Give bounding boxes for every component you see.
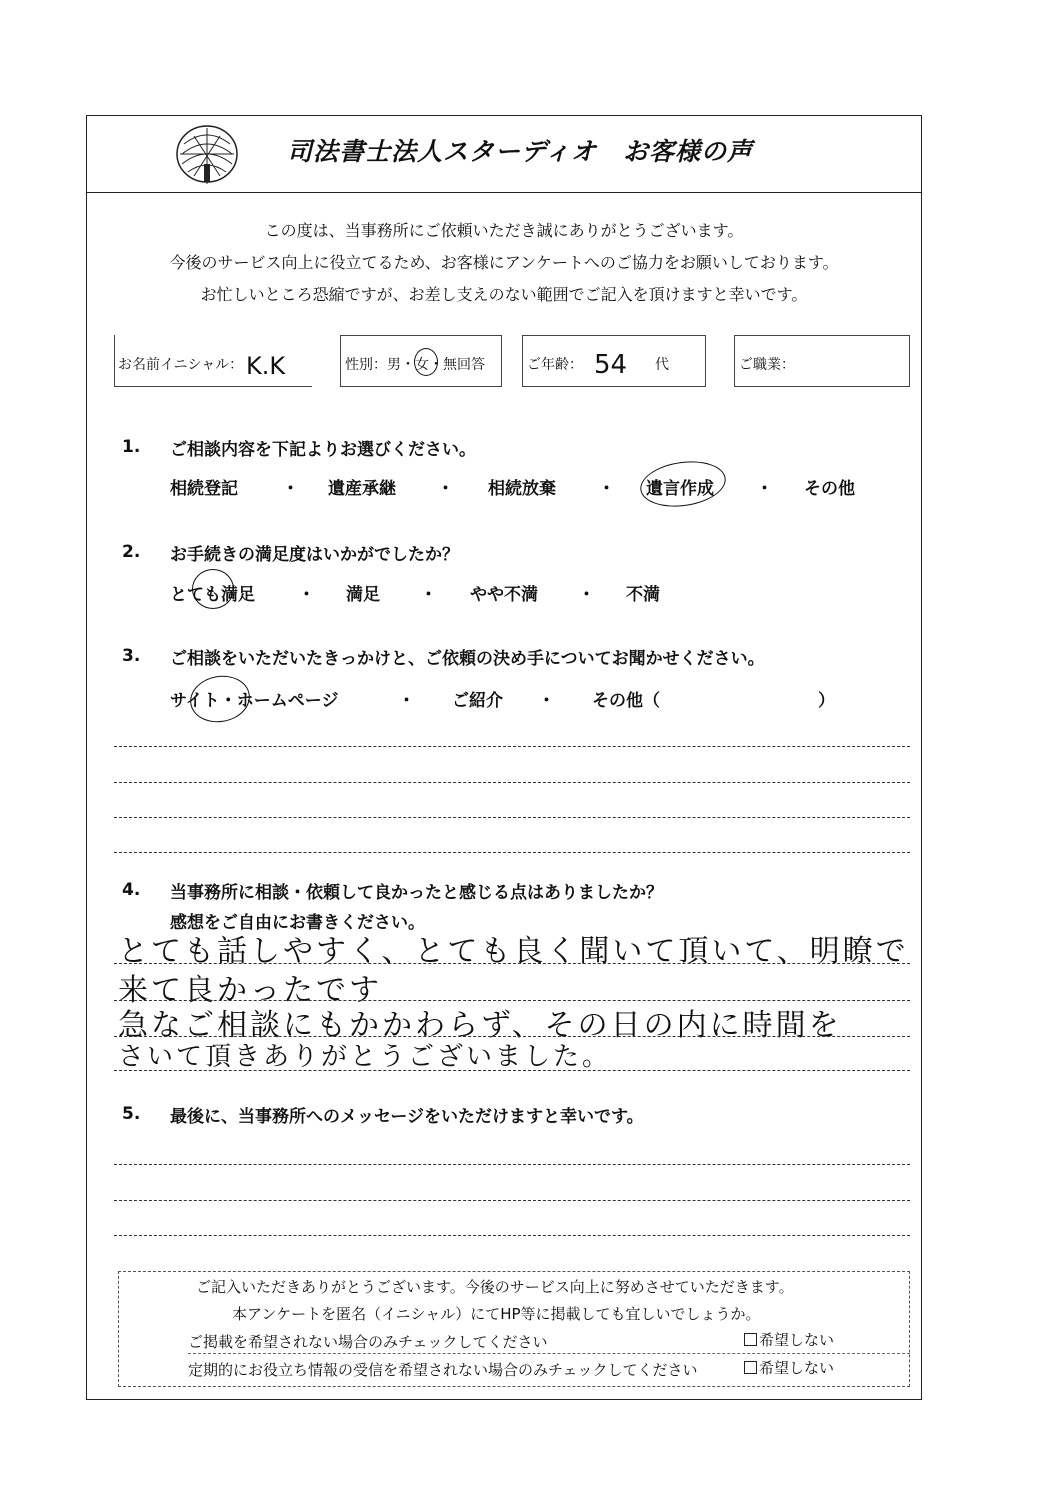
tree-logo-icon: [174, 124, 240, 188]
separator: ・: [578, 585, 595, 605]
separator: ・: [420, 585, 437, 605]
footer-divider: [188, 1353, 910, 1354]
footer-line-1: ご記入いただきありがとうございます。今後のサービス向上に努めさせていただきます。: [196, 1278, 794, 1296]
footer-check1[interactable]: [744, 1329, 834, 1350]
q2-selection-circle: [192, 569, 234, 609]
q1-option-3[interactable]: 相続放棄: [488, 479, 556, 499]
initial-label: お名前イニシャル：: [118, 357, 244, 373]
answer-line: [114, 746, 910, 747]
separator: ・: [756, 479, 773, 499]
footer-check1-label: 希望しない: [759, 1331, 835, 1349]
answer-line: [114, 1200, 910, 1201]
age-suffix: 代: [655, 357, 669, 373]
q3-text: ご相談をいただいたきっかけと、ご依頼の決め手についてお聞かせください。: [170, 649, 765, 669]
gender-selection-circle: [414, 348, 438, 376]
separator: ・: [298, 585, 315, 605]
q2-option-2[interactable]: 満足: [346, 585, 380, 605]
q3-number: 3.: [122, 646, 141, 666]
q5-text: 最後に、当事務所へのメッセージをいただけますと幸いです。: [170, 1107, 644, 1127]
separator: ・: [538, 691, 555, 711]
initial-value: K.K: [246, 352, 286, 380]
age-label: ご年齢：: [527, 357, 583, 373]
q4-answer-line-4: さいて頂きありがとうございました。: [118, 1042, 612, 1072]
answer-line: [114, 1164, 910, 1165]
q3-option-2[interactable]: ご紹介: [452, 691, 503, 711]
footer-check2[interactable]: [744, 1357, 834, 1378]
q1-option-2[interactable]: 遺産承継: [328, 479, 396, 499]
checkbox-icon[interactable]: [744, 1361, 757, 1374]
answer-line: [114, 963, 910, 964]
q1-option-4[interactable]: 遺言作成: [646, 479, 714, 499]
survey-frame: [86, 115, 922, 1400]
footer-check2-text: 定期的にお役立ち情報の受信を希望されない場合のみチェックしてください: [188, 1361, 698, 1379]
intro-line-1: この度は、当事務所にご依頼いただき誠にありがとうございます。: [264, 221, 744, 240]
intro-line-2: 今後のサービス向上に役立てるため、お客様にアンケートへのご協力をお願いしております。: [169, 253, 839, 272]
q2-option-3[interactable]: やや不満: [470, 585, 538, 605]
q3-option-1[interactable]: サイト・ホームページ: [170, 691, 339, 711]
q2-text: お手続きの満足度はいかがでしたか？: [170, 545, 459, 565]
age-value: 54: [594, 350, 628, 380]
q5-number: 5.: [122, 1104, 141, 1124]
q2-option-1[interactable]: とても満足: [170, 585, 255, 605]
separator: ・: [398, 691, 415, 711]
q3-close-paren: ）: [818, 691, 835, 711]
q4-answer-line-2: 来て良かったです: [118, 973, 382, 1008]
q4-answer-line-3: 急なご相談にもかかわらず、その日の内に時間を: [118, 1008, 842, 1043]
q2-number: 2.: [122, 542, 141, 562]
answer-line: [114, 852, 910, 853]
intro-line-3: お忙しいところ恐縮ですが、お差し支えのない範囲でご記入を頂けますと幸いです。: [200, 285, 808, 304]
q1-text: ご相談内容を下記よりお選びください。: [170, 440, 476, 460]
q4-number: 4.: [122, 880, 141, 900]
separator: ・: [437, 479, 454, 499]
q1-number: 1.: [122, 437, 141, 457]
separator: ・: [598, 479, 615, 499]
q1-option-1[interactable]: 相続登記: [170, 479, 238, 499]
checkbox-icon[interactable]: [744, 1333, 757, 1346]
page-title: 司法書士法人スターディオ お客様の声: [287, 137, 754, 166]
job-label: ご職業：: [739, 357, 795, 373]
q4-text: 当事務所に相談・依頼して良かったと感じる点はありましたか？: [170, 883, 663, 903]
q4-answer-line-1: とても話しやすく、とても良く聞いて頂いて、明瞭で: [118, 934, 909, 969]
answer-line: [114, 1070, 910, 1071]
answer-line: [114, 1235, 910, 1236]
separator: ・: [282, 479, 299, 499]
q2-option-4[interactable]: 不満: [626, 585, 660, 605]
q1-option-5[interactable]: その他: [804, 479, 855, 499]
footer-line-2: 本アンケートを匿名（イニシャル）にてHP等に掲載しても宜しいでしょうか。: [232, 1305, 761, 1323]
answer-line: [114, 817, 910, 818]
footer-check2-label: 希望しない: [759, 1359, 835, 1377]
footer-check1-text: ご掲載を希望されない場合のみチェックしてください: [188, 1333, 548, 1351]
answer-line: [114, 782, 910, 783]
q3-option-3[interactable]: その他（: [592, 691, 660, 711]
q4-subtext: 感想をご自由にお書きください。: [170, 913, 425, 933]
gender-label: 性別：男・女・無回答: [345, 357, 485, 373]
